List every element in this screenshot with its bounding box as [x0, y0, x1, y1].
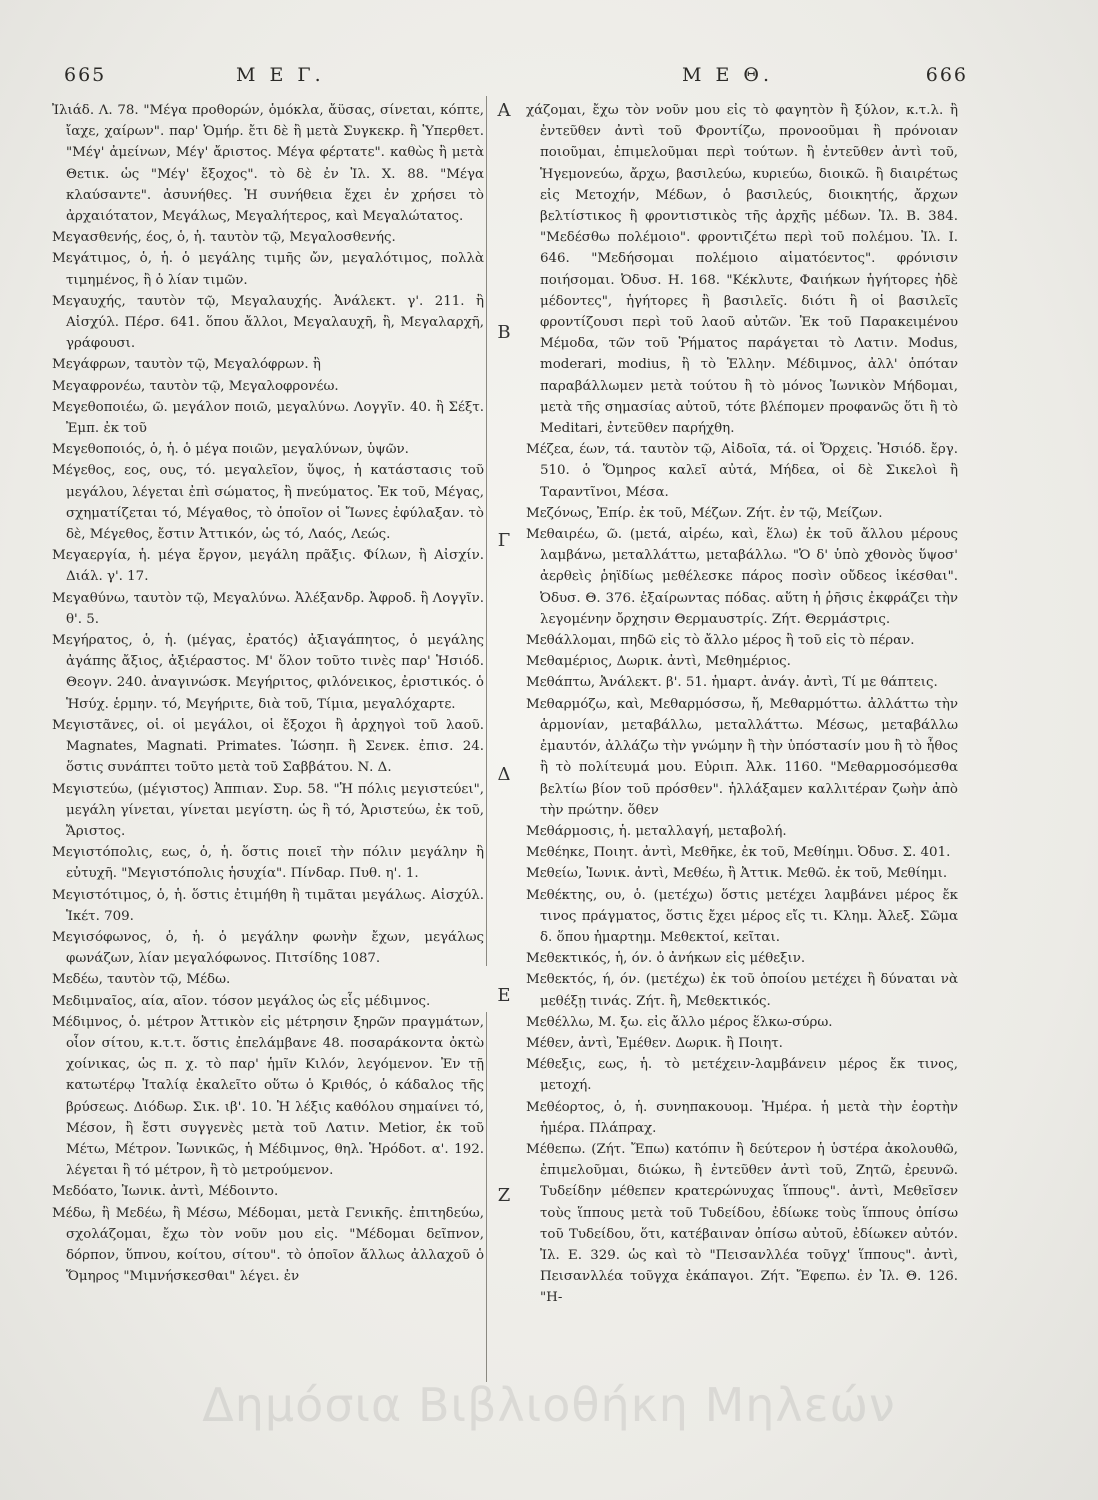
dictionary-entry: Μεγεθοποιός, ὁ, ἡ. ὁ μέγα ποιῶν, μεγαλύνων, ὑψῶν.	[52, 442, 409, 458]
dictionary-entry: Μεδόατο, Ἰωνικ. ἀντὶ, Μέδοιντο.	[52, 1184, 279, 1200]
dictionary-entry: Μέθεν, ἀντὶ, Ἐμέθεν. Δωρικ. ἢ Ποιητ.	[526, 1035, 783, 1051]
section-letter-delta: Δ	[497, 764, 511, 785]
dictionary-entry: Μεγαυχής, ταυτὸν τῷ, Μεγαλαυχής. Ἀνάλεκτ. γ'. 211. ἢ Αἰσχύλ. Πέρσ. 641. ὅπου ἄλλοι, Μεγαλαυχῆ, ἢ, Μεγαλαρχῆ, γράφουσι.	[52, 293, 484, 352]
dictionary-entry: Μεθέηκε, Ποιητ. ἀντὶ, Μεθῆκε, ἐκ τοῦ, Μεθίημι. Ὀδυσ. Σ. 401.	[526, 845, 951, 861]
dictionary-entry: Μέθεπω. (Ζήτ. Ἔπω) κατόπιν ἢ δεύτερον ἡ ὑστέρα ἀκολουθῶ, ἐπιμελοῦμαι, διώκω, ἢ ἐντεῦθεν ἀντὶ τοῦ, Ζητῶ, ἐρευνῶ. Τυδείδην μέθεπεν κρατερώνυχας ἵππους". ἀντὶ, Μεθεῖσεν τοὺς ἵππους μετὰ τοῦ Τυδείδου, ἐδίωκε τοὺς ἵππους ὀπίσω τοῦ Τυδείδου, ὅτι, κατέβαιναν ὀπίσω αὐτοῦ, ἐδίωκεν αὐτόν. Ἰλ. Ε. 329. ὡς καὶ τὸ "Πεισανλλέα τοῦγχ' ἵππους". ἀντὶ, Πεισανλλέα τοῦγχα ἐκάπαγοι. Ζήτ. Ἔφεπω. ἐν Ἰλ. Θ. 126. "Η-	[526, 1141, 958, 1306]
dictionary-entry: Μεγεθοποιέω, ῶ. μεγάλον ποιῶ, μεγαλύνω. Λογγῖν. 40. ἢ Σέξτ. Ἐμπ. ἐκ τοῦ	[52, 399, 484, 437]
dictionary-entry: Μεθείω, Ἰωνικ. ἀντὶ, Μεθέω, ἢ Ἀττικ. Μεθῶ. ἐκ τοῦ, Μεθίημι.	[526, 866, 948, 882]
column-rule-lower	[486, 1012, 487, 1382]
dictionary-entry: Μεθάρμοσις, ἡ. μεταλλαγή, μεταβολή.	[526, 823, 787, 839]
page-number-left: 665	[64, 64, 107, 86]
dictionary-entry: Μέδω, ἢ Μεδέω, ἢ Μέσω, Μέδομαι, μετὰ Γενικῆς. ἐπιτηδεύω, σχολάζομαι, ἔχω τὸν νοῦν μου εἰς. "Μέδομαι δεῖπνον, δόρπον, ὕπνου, κοίτου, σίτου". τὸ ὁποῖον ἄλλως ἀλλαχοῦ ὁ Ὅμηρος "Μιμνήσκεσθαι" λέγει. ἐν	[52, 1205, 484, 1285]
left-column	[52, 100, 484, 1390]
dictionary-entry: Μεζόνως, Ἐπίρ. ἐκ τοῦ, Μέζων. Ζήτ. ἐν τῷ, Μείζων.	[526, 505, 883, 521]
dictionary-entry: Μεθαμέριος, Δωρικ. ἀντὶ, Μεθημέριος.	[526, 654, 791, 670]
dictionary-entry: Μεγαεργία, ἡ. μέγα ἔργον, μεγάλη πρᾶξις. Φίλων, ἢ Αἰσχίν. Διάλ. γ'. 17.	[52, 548, 484, 585]
dictionary-entry: Μεγιστότιμος, ὁ, ἡ. ὅστις ἐτιμήθη ἢ τιμᾶται μεγάλως. Αἰσχύλ. Ἱκέτ. 709.	[52, 887, 484, 924]
dictionary-entry: Μεθέκτης, ου, ὁ. (μετέχω) ὅστις μετέχει λαμβάνει μέρος ἔκ τινος πράγματος, ὅστις ἔχει μέρος εἴς τι. Κλημ. Ἀλεξ. Σῶμα δ. ὅπου ἡμαρτημ. Μεθεκτοί, κεῖται.	[526, 887, 958, 945]
dictionary-entry: Μεθεκτικός, ἡ, όν. ὁ ἀνήκων εἰς μέθεξιν.	[526, 951, 806, 967]
dictionary-entry: Μεγαθύνω, ταυτὸν τῷ, Μεγαλύνω. Ἀλέξανδρ. Ἀφροδ. ἢ Λογγῖν. θ'. 5.	[52, 590, 484, 627]
dictionary-entry: Μεγιστόπολις, εως, ὁ, ἡ. ὅστις ποιεῖ τὴν πόλιν μεγάλην ἢ εὐτυχῆ. "Μεγιστόπολις ἡσυχία". Πίνδαρ. Πυθ. η'. 1.	[52, 845, 484, 882]
dictionary-entry: Μεγαφρονέω, ταυτὸν τῷ, Μεγαλοφρονέω.	[52, 378, 339, 394]
dictionary-entry: Μέθεξις, εως, ἡ. τὸ μετέχειν-λαμβάνειν μέρος ἔκ τινος, μετοχή.	[526, 1057, 958, 1094]
library-watermark: Δημόσια Βιβλιοθήκη Μηλεών	[202, 1378, 896, 1432]
dictionary-entry: Ἰλιάδ. Λ. 78. "Μέγα προθορών, ὁμόκλα, ἄϋσας, σίνεται, κόπτε, ἴαχε, χαίρων". παρ' Ὁμήρ. ἔτι δὲ ἢ μετὰ Συγκεκρ. ἢ Ὑπερθετ. "Μέγ' ἀμείνων, Μέγ' ἄριστος. Μέγα φέρτατε". καθὼς ἢ μετὰ Θετικ. ὡς "Μέγ' ἔξοχος". τὸ δὲ ἐν Ἰλ. Χ. 88. "Μέγα κλαύσαντε". ἀσυνήθες. Ἡ συνήθεια ἔχει ἐν χρήσει τὸ ἀρχαιότατον, Μεγάλως, Μεγαλήτερος, καὶ Μεγαλώτατος.	[52, 103, 484, 225]
dictionary-entry: Μεθέλλω, Μ. ξω. εἰς ἄλλο μέρος ἕλκω-σύρω.	[526, 1014, 833, 1030]
dictionary-entry: Μεδιμναῖος, αία, αῖον. τόσον μεγάλος ὡς εἷς μέδιμνος.	[52, 993, 431, 1009]
running-header	[64, 64, 968, 94]
page-number-right: 666	[925, 64, 968, 86]
column-rule-upper	[486, 96, 487, 966]
dictionary-entry: Μεγήρατος, ὁ, ἡ. (μέγας, ἐρατός) ἀξιαγάπητος, ὁ μεγάλης ἀγάπης ἄξιος, ἀξιέραστος. Μ' ὅλον τοῦτο τινὲς παρ' Ἡσιόδ. Θεογν. 240. ἀναγινώσκ. Μεγήριτος, φιλόνεικος, ἐριστικός. ὁ Ἡσύχ. ἑρμην. τό, Μεγήριτε, διὰ τοῦ, Τίμια, μεγαλόχαρτε.	[52, 633, 484, 712]
dictionary-entry: Μεγιστᾶνες, οἱ. οἱ μεγάλοι, οἱ ἔξοχοι ἢ ἀρχηγοὶ τοῦ λαοῦ. Magnates, Magnati. Primates. Ἰώσηπ. ἢ Σενεκ. ἐπισ. 24. ὅστις συνάπτει τοῦτο μετὰ τοῦ Σαββάτου. Ν. Δ.	[52, 717, 484, 776]
guide-word-right: Μ Ε Θ.	[682, 64, 774, 86]
dictionary-entry: Μεδέω, ταυτὸν τῷ, Μέδω.	[52, 972, 231, 988]
dictionary-entry: Μεθέορτος, ὁ, ἡ. συνηπακουομ. Ἡμέρα. ἡ μετὰ τὴν ἑορτὴν ἡμέρα. Πλάπραχ.	[526, 1099, 958, 1136]
dictionary-entry: Μεθαρμόζω, καὶ, Μεθαρμόσσω, ἤ, Μεθαρμόττω. ἀλλάττω τὴν ἁρμονίαν, μεταβάλλω, μεταλλάττω. Μέσως, μεταβάλλω ἐμαυτόν, ἀλλάζω τὴν γνώμην ἢ τὴν ὑπόστασίν μου ἢ τὸ ἦθος ἢ τὸ πολίτευμά μου. Εὐριπ. Ἀλκ. 1160. "Μεθαρμοσόμεσθα βελτίω βίον τοῦ πρόσθεν". ἠλλάξαμεν καλλιτέραν ζωὴν ἀπὸ τὴν πρώτην. ὅθεν	[526, 696, 958, 818]
dictionary-entry: Μεθεκτός, ή, όν. (μετέχω) ἐκ τοῦ ὁποίου μετέχει ἢ δύναται νὰ μεθέξῃ τινάς. Ζήτ. ἢ, Μεθεκτικός.	[526, 972, 958, 1009]
dictionary-entry: χάζομαι, ἔχω τὸν νοῦν μου εἰς τὸ φαγητὸν ἢ ξύλον, κ.τ.λ. ἢ ἐντεῦθεν ἀντὶ τοῦ Φροντίζω, προνοοῦμαι ἢ πρόνοιαν ποιοῦμαι, ἐπιμελοῦμαι περὶ τούτων. ἢ ἐντεῦθεν ἀντὶ τοῦ, Ἡγεμονεύω, ἄρχω, βασιλεύω, κυριεύω, διοικῶ. ἢ διαιρέτως εἰς Μετοχήν, Μέδων, ὁ βασιλεύς, διοικητής, ἄρχων βελτίστικος ἢ φροντιστικὸς τῆς ἀρχῆς μέδων. Ἰλ. Β. 384. "Μεδέσθω πολέμοιο". φροντιζέτω περὶ τοῦ πολέμου. Ἰλ. Ι. 646. "Μεδήσομαι πολέμοιο αἱματόεντος". φρόνισιν ποιήσομαι. Ὀδυσ. Η. 168. "Κέκλυτε, Φαιήκων ἡγήτορες ἠδὲ μέδοντες", ἡγήτορες ἢ βασιλεῖς. διότι ἢ οἱ βασιλεῖς φροντίζουσι περὶ τοῦ λαοῦ αὐτῶν. Ἐκ τοῦ Παρακειμένου Μέμοδα, τῶν τοῦ Ῥήματος παράγεται τὸ Λατιν. Modus, moderari, modius, ἢ τὸ Ἑλλην. Μέδιμνος, ἀλλ' ὁπόταν παραβάλλωμεν μετὰ τούτου ἢ τὸ μόνος Ἰωνικὸν Μήδομαι, μετὰ τῆς σημασίας αὐτοῦ, τότε βλέπομεν προφανῶς ὅτι ἢ τὸ Meditari, ἐντεῦθεν παρήχθη.	[526, 103, 958, 437]
section-letter-beta: Β	[497, 322, 511, 343]
dictionary-entry: Μεγιστεύω, (μέγιστος) Ἀππιαν. Συρ. 58. "Ἡ πόλις μεγιστεύει", μεγάλη γίνεται, γίνεται μεγίστη. ὡς ἢ τό, Ἀριστεύω, ἐκ τοῦ, Ἄριστος.	[52, 781, 484, 839]
dictionary-entry: Μέζεα, έων, τά. ταυτὸν τῷ, Αἰδοῖα, τά. οἱ Ὄρχεις. Ἡσιόδ. ἔργ. 510. ὁ Ὅμηρος καλεῖ αὐτά, Μήδεα, οἱ δὲ Σικελοὶ ἢ Ταραντῖνοι, Μέσα.	[526, 442, 958, 500]
dictionary-entry: Μεγάτιμος, ὁ, ἡ. ὁ μεγάλης τιμῆς ὤν, μεγαλότιμος, πολλὰ τιμημένος, ἢ ὁ λίαν τιμῶν.	[52, 251, 484, 288]
dictionary-entry: Μεγάφρων, ταυτὸν τῷ, Μεγαλόφρων. ἢ	[52, 357, 321, 373]
section-letter-zeta: Ζ	[497, 1185, 511, 1206]
section-letter-alpha: Α	[497, 100, 511, 121]
section-letter-gamma: Γ	[497, 530, 511, 551]
dictionary-entry: Μεθαιρέω, ῶ. (μετά, αἱρέω, καὶ, ἕλω) ἐκ τοῦ ἄλλου μέρους λαμβάνω, μεταλλάττω, μεταβάλλω. "Ὁ δ' ὑπὸ χθονὸς ὕψοσ' ἀερθεὶς ῥηϊδίως μεθέλεσκε πάρος ποσὶν οὔδεος ἱκέσθαι". Ὀδυσ. Θ. 376. ἐξαίρωντας πόδας. αὕτη ἡ ῥῆσις ἐκφράζει τὴν λεγομένην ὄρχησιν Θερμαυστρίς. Ζήτ. Θερμάστρις.	[526, 527, 958, 627]
right-column	[526, 100, 958, 1390]
dictionary-entry: Μέδιμνος, ὁ. μέτρον Ἀττικὸν εἰς μέτρησιν ξηρῶν πραγμάτων, οἷον σίτου, κ.τ.τ. ὅστις ἐπελάμβανε 48. ποσαράκοντα ὀκτὼ χοίνικας, ὡς π. χ. τὸ παρ' ἡμῖν Κιλόν, λεγόμενον. Ἐν τῇ κατωτέρῳ Ἰταλίᾳ ἐκαλεῖτο οὕτω ὁ Κριθός, ὁ κάδαλος τῆς βρύσεως. Διόδωρ. Σικ. ιβ'. 10. Ἡ λέξις καθόλου σημαίνει τό, Μέσον, ἢ ἔστι συγγενὲς μετὰ τοῦ Λατιν. Metior, ἐκ τοῦ Μέτω, Μέτρον. Ἰωνικῶς, ἡ Μέδιμνος, θηλ. Ἡρόδοτ. α'. 192. λέγεται ἢ τό μέτρον, ἢ τὸ μετρούμενον.	[52, 1014, 484, 1179]
dictionary-entry: Μεθάπτω, Ἀνάλεκτ. β'. 51. ἡμαρτ. ἀνάγ. ἀντὶ, Τί με θάπτεις.	[526, 675, 938, 691]
section-letter-epsilon: Ε	[497, 985, 511, 1006]
dictionary-entry: Μεγασθενής, έος, ὁ, ἡ. ταυτὸν τῷ, Μεγαλοσθενής.	[52, 230, 396, 246]
dictionary-entry: Μεθάλλομαι, πηδῶ εἰς τὸ ἄλλο μέρος ἢ τοῦ εἰς τὸ πέραν.	[526, 633, 915, 649]
guide-word-left: Μ Ε Γ.	[236, 64, 325, 86]
dictionary-entry: Μέγεθος, εος, ους, τό. μεγαλεῖον, ὕψος, ἡ κατάστασις τοῦ μεγάλου, λέγεται ἐπὶ σώματος, ἢ πνεύματος. Ἐκ τοῦ, Μέγας, σχηματίζεται τό, Μέγαθος, τὸ ὁποῖον οἱ Ἴωνες ἐφύλαξαν. τὸ δὲ, Μέγεθος, ἔστιν Ἀττικόν, ὡς τό, Λαός, Λεώς.	[52, 463, 484, 543]
dictionary-entry: Μεγισόφωνος, ὁ, ἡ. ὁ μεγάλην φωνὴν ἔχων, μεγάλως φωνάζων, λίαν μεγαλόφωνος. Πιτσίδης 1087.	[52, 929, 484, 967]
